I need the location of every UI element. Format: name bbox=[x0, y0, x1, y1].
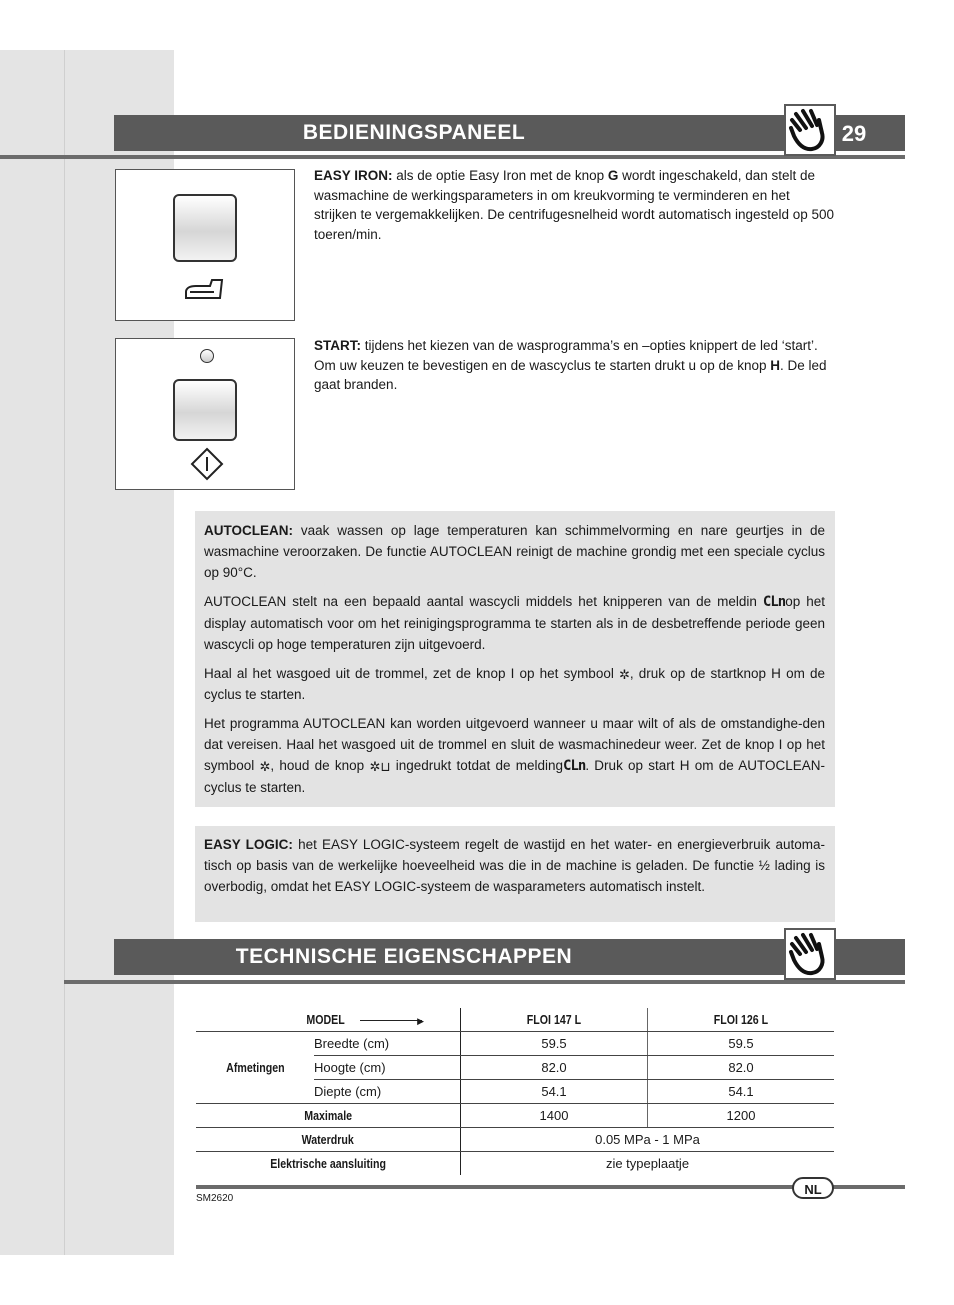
model-col-1 bbox=[461, 1008, 648, 1032]
start-panel bbox=[115, 338, 295, 490]
autoclean-p4 bbox=[204, 713, 825, 798]
section-title: BEDIENINGSPANEEL bbox=[302, 121, 526, 144]
autoclean-label: AUTOCLEAN: bbox=[204, 523, 293, 538]
text-span: tijdens het kiezen van de wasprogramma’s en –opties knippert de led ‘start’. Om uw keuzen te bevestigen en de wascyclus te starten drukt u op de knop bbox=[314, 338, 818, 373]
table-row bbox=[196, 1032, 834, 1056]
start-text bbox=[314, 336, 835, 395]
hand-icon bbox=[784, 104, 836, 156]
easy-logic-text bbox=[204, 834, 825, 897]
dim-label: Breedte (cm) bbox=[314, 1032, 461, 1056]
text-span: . De led gaat branden. bbox=[314, 357, 827, 392]
text-span: op het display automatisch voor om het reinigingsprogramma te starten als in de desbetreffende periode geen wascycli op hoge temperaturen zijn uitgevoerd. bbox=[204, 594, 825, 652]
margin-divider bbox=[64, 50, 65, 1255]
afmetingen-cell bbox=[196, 1032, 314, 1104]
table-row bbox=[196, 1104, 834, 1128]
display-code-cln: CLn bbox=[563, 758, 586, 774]
waterdruk-cell bbox=[196, 1128, 461, 1152]
dim-value: 82.0 bbox=[648, 1056, 835, 1080]
text-span: als de optie Easy Iron met de knop bbox=[392, 168, 608, 183]
easy-logic-box bbox=[195, 826, 835, 922]
start-button[interactable] bbox=[173, 379, 237, 441]
text-span: wordt ingeschakeld, dan stelt de wasmachine de werkingsparameters in om kreukvorming te verminderen en het strijken te vergemakkelijken. De centrifugesnelheid wordt automatisch ingesteld op 500 toeren/min. bbox=[314, 168, 835, 242]
dim-value: 59.5 bbox=[461, 1032, 648, 1056]
waterdruk-value: 0.05 MPa - 1 MPa bbox=[461, 1128, 835, 1152]
dim-value: 54.1 bbox=[461, 1080, 648, 1104]
easy-iron-panel bbox=[115, 169, 295, 321]
display-code-cln: CLn bbox=[762, 594, 786, 610]
autoclean-p2 bbox=[204, 591, 825, 655]
max-value: 1200 bbox=[648, 1104, 835, 1128]
max-value: 1400 bbox=[461, 1104, 648, 1128]
model-name: FLOI 126 L bbox=[713, 1013, 769, 1027]
elektrisch-value: zie typeplaatje bbox=[461, 1152, 835, 1176]
arrow-icon: ▶ bbox=[360, 1020, 422, 1021]
language-badge: NL bbox=[792, 1177, 834, 1199]
document-code: SM2620 bbox=[196, 1193, 234, 1204]
table-row bbox=[196, 1128, 834, 1152]
dim-value: 54.1 bbox=[648, 1080, 835, 1104]
key-g: G bbox=[607, 168, 619, 183]
header-rule bbox=[0, 155, 905, 159]
text-span: Het programma AUTOCLEAN kan worden uitgevoerd wanneer u maar wilt of als de omstandighe-den dat vereisen. Haal het wasgoed uit de trommel en sluit de wasmachinedeur weer. Zet de knop I op het symbool bbox=[204, 716, 825, 773]
start-led bbox=[200, 349, 214, 363]
text-span: , houd de knop bbox=[270, 758, 370, 773]
text-span: het EASY LOGIC-systeem regelt de wastijd en het water- en energieverbruik automa-tisch op basis van de werkelijke hoeveelheid was die in de machine is geladen. De functie ½ lading is overbodig, omdat het EASY LOGIC-systeem de wasparameters automatisch instelt. bbox=[204, 837, 826, 894]
autoclean-symbol-icon: ✲ bbox=[259, 758, 271, 774]
model-col-2 bbox=[648, 1008, 835, 1032]
easy-iron-text bbox=[314, 166, 835, 244]
easy-iron-label: EASY IRON: bbox=[314, 168, 393, 183]
iron-icon bbox=[182, 276, 226, 302]
dim-label: Hoogte (cm) bbox=[314, 1056, 461, 1080]
text-span: Haal al het wasgoed uit de trommel, zet de knop I op het symbool bbox=[204, 666, 619, 681]
text-span: vaak wassen op lage temperaturen kan schimmelvorming en nare geurtjes in de wasmachine veroorzaken. De functie AUTOCLEAN reinigt de machine grondig met een speciale cyclus op 90°C. bbox=[204, 523, 825, 580]
elektrisch-label: Elektrische aansluiting bbox=[270, 1157, 386, 1171]
model-name: FLOI 147 L bbox=[526, 1013, 582, 1027]
afmetingen-label: Afmetingen bbox=[225, 1061, 285, 1075]
table-row bbox=[196, 1152, 834, 1176]
elektrisch-cell bbox=[196, 1152, 461, 1176]
easy-logic-label: EASY LOGIC: bbox=[204, 837, 293, 852]
text-span: AUTOCLEAN stelt na een bepaald aantal wascycli middels het knipperen van de meldin bbox=[204, 594, 763, 609]
section-title: TECHNISCHE EIGENSCHAPPEN bbox=[235, 945, 573, 968]
spec-table bbox=[196, 1008, 834, 1175]
start-symbol-icon bbox=[190, 447, 224, 481]
model-label: MODEL bbox=[306, 1013, 345, 1027]
header-rule bbox=[64, 980, 905, 984]
maximale-cell bbox=[196, 1104, 461, 1128]
start-label: START: bbox=[314, 338, 361, 353]
option-button-icon: ✲⊔ bbox=[369, 758, 391, 774]
waterdruk-label: Waterdruk bbox=[301, 1133, 355, 1147]
text-span: . Druk op start H om de AUTOCLEAN-cyclus te starten. bbox=[204, 758, 826, 795]
text-span: ingedrukt totdat de melding bbox=[390, 758, 564, 773]
model-cell bbox=[196, 1008, 461, 1032]
maximale-label: Maximale bbox=[304, 1109, 352, 1123]
dim-value: 82.0 bbox=[461, 1056, 648, 1080]
autoclean-p1 bbox=[204, 520, 825, 583]
text-span: , druk op de startknop H om de cyclus te starten. bbox=[204, 666, 825, 702]
autoclean-p3 bbox=[204, 663, 825, 705]
dim-label: Diepte (cm) bbox=[314, 1080, 461, 1104]
dim-value: 59.5 bbox=[648, 1032, 835, 1056]
autoclean-symbol-icon: ✲ bbox=[618, 666, 630, 682]
table-header-row bbox=[196, 1008, 834, 1032]
page-number: 29 bbox=[841, 121, 867, 146]
autoclean-box bbox=[195, 511, 835, 807]
easy-iron-button[interactable] bbox=[173, 194, 237, 262]
key-h: H bbox=[770, 357, 781, 373]
hand-icon bbox=[784, 928, 836, 980]
